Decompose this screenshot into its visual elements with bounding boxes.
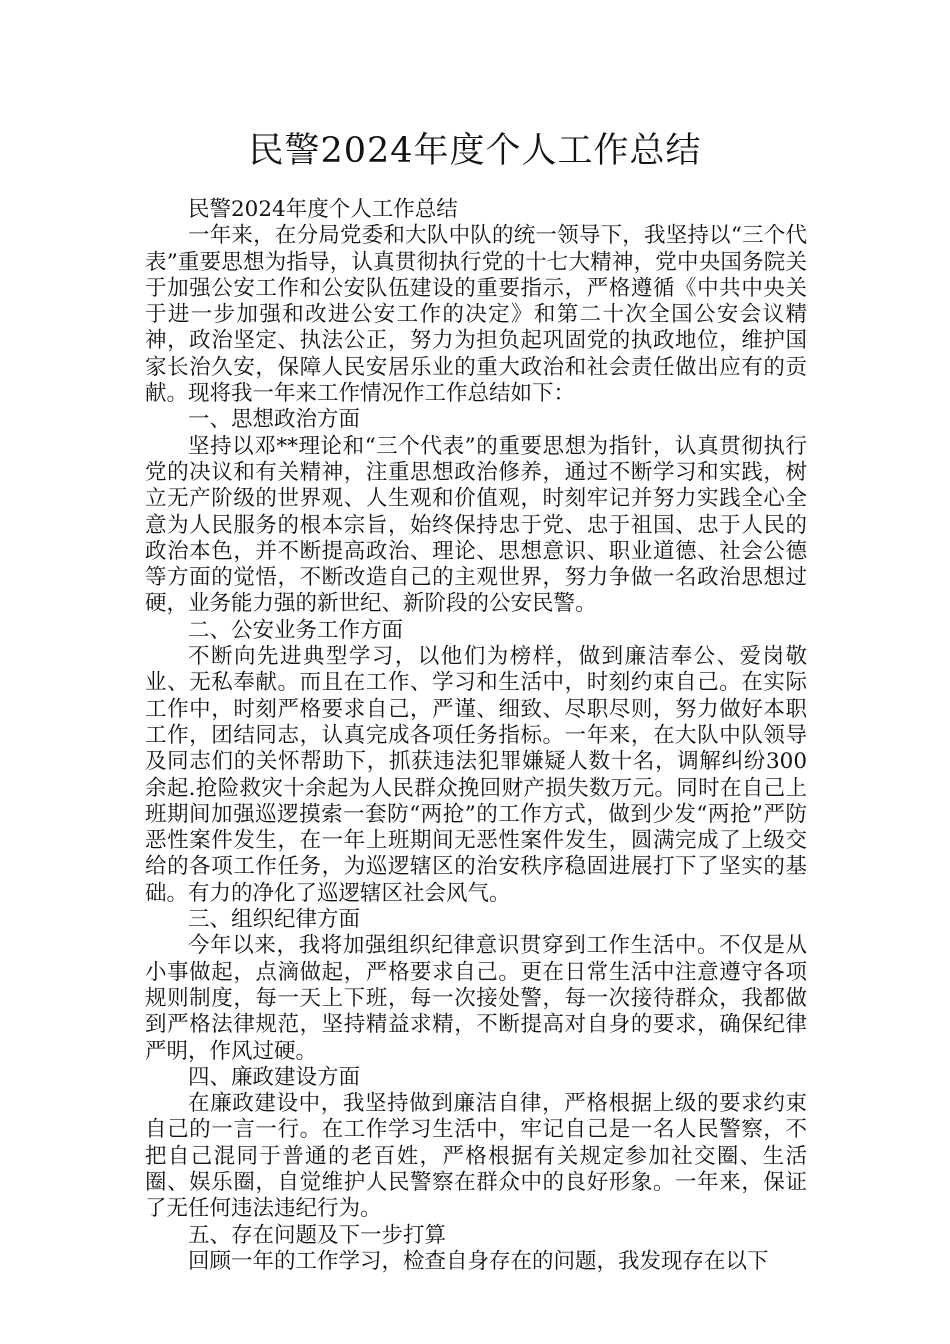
- subtitle-line: 民警2024年度个人工作总结: [188, 197, 458, 222]
- section-heading-3: 三、组织纪律方面: [188, 907, 361, 933]
- document-body: [145, 197, 807, 1275]
- document-title: 民警2024年度个人工作总结: [248, 131, 702, 171]
- section-heading-1: 一、思想政治方面: [188, 407, 361, 433]
- section-paragraph-2: 不断向先进典型学习，以他们为榜样，做到廉洁奉公、爱岗敬业、无私奉献。而且在工作、学习和生活中，时刻约束自己。在实际工作中，时刻严格要求自己，严谨、细致、尽职尽则，努力做好本职工作，团结同志，认真完成各项任务指标。一年来，在大队中队领导及同志们的关怀帮助下，抓获违法犯罪嫌疑人数十名，调解纠纷300余起.抢险救灾十余起为人民群众挽回财产损失数万元。同时在自己上班期间加强巡逻摸索一套防“两抢”的工作方式，做到少发“两抢”严防恶性案件发生，在一年上班期间无恶性案件发生，圆满完成了上级交给的各项工作任务，为巡逻辖区的治安秩序稳固进展打下了坚实的基础。有力的净化了巡逻辖区社会风气。: [145, 644, 807, 906]
- section-heading-5: 五、存在问题及下一步打算: [188, 1222, 447, 1248]
- section-paragraph-4: 在廉政建设中，我坚持做到廉洁自律，严格根据上级的要求约束自己的一言一行。在工作学习生活中，牢记自己是一名人民警察，不把自己混同于普通的老百姓，严格根据有关规定参加社交圈、生活圈、娱乐圈，自觉维护人民警察在群众中的良好形象。一年来，保证了无任何违法违纪行为。: [145, 1091, 807, 1222]
- section-paragraph-3: 今年以来，我将加强组织纪律意识贯穿到工作生活中。不仅是从小事做起，点滴做起，严格要求自己。更在日常生活中注意遵守各项规则制度，每一天上下班，每一次接处警，每一次接待群众，我都做到严格法律规范，坚持精益求精，不断提高对自身的要求，确保纪律严明，作风过硬。: [145, 933, 807, 1064]
- section-heading-4: 四、廉政建设方面: [188, 1064, 361, 1090]
- section-paragraph-1: 坚持以邓**理论和“三个代表”的重要思想为指针，认真贯彻执行党的决议和有关精神，注重思想政治修养，通过不断学习和实践，树立无产阶级的世界观、人生观和价值观，时刻牢记并努力实践全心全意为人民服务的根本宗旨，始终保持忠于党、忠于祖国、忠于人民的政治本色，并不断提高政治、理论、思想意识、职业道德、社会公德等方面的觉悟，不断改造自己的主观世界，努力争做一名政治思想过硬，业务能力强的新世纪、新阶段的公安民警。: [145, 433, 807, 617]
- section-heading-2: 二、公安业务工作方面: [188, 617, 404, 643]
- section-paragraph-5: 回顾一年的工作学习，检查自身存在的问题，我发现存在以下: [188, 1248, 769, 1274]
- intro-paragraph: 一年来，在分局党委和大队中队的统一领导下，我坚持以“三个代表”重要思想为指导，认真贯彻执行党的十七大精神，党中央国务院关于加强公安工作和公安队伍建设的重要指示，严格遵循《中共中央关于进一步加强和改进公安工作的决定》和第二十次全国公安会议精神，政治坚定、执法公正，努力为担负起巩固党的执政地位，维护国家长治久安，保障人民安居乐业的重大政治和社会责任做出应有的贡献。现将我一年来工作情况作工作总结如下：: [145, 223, 807, 407]
